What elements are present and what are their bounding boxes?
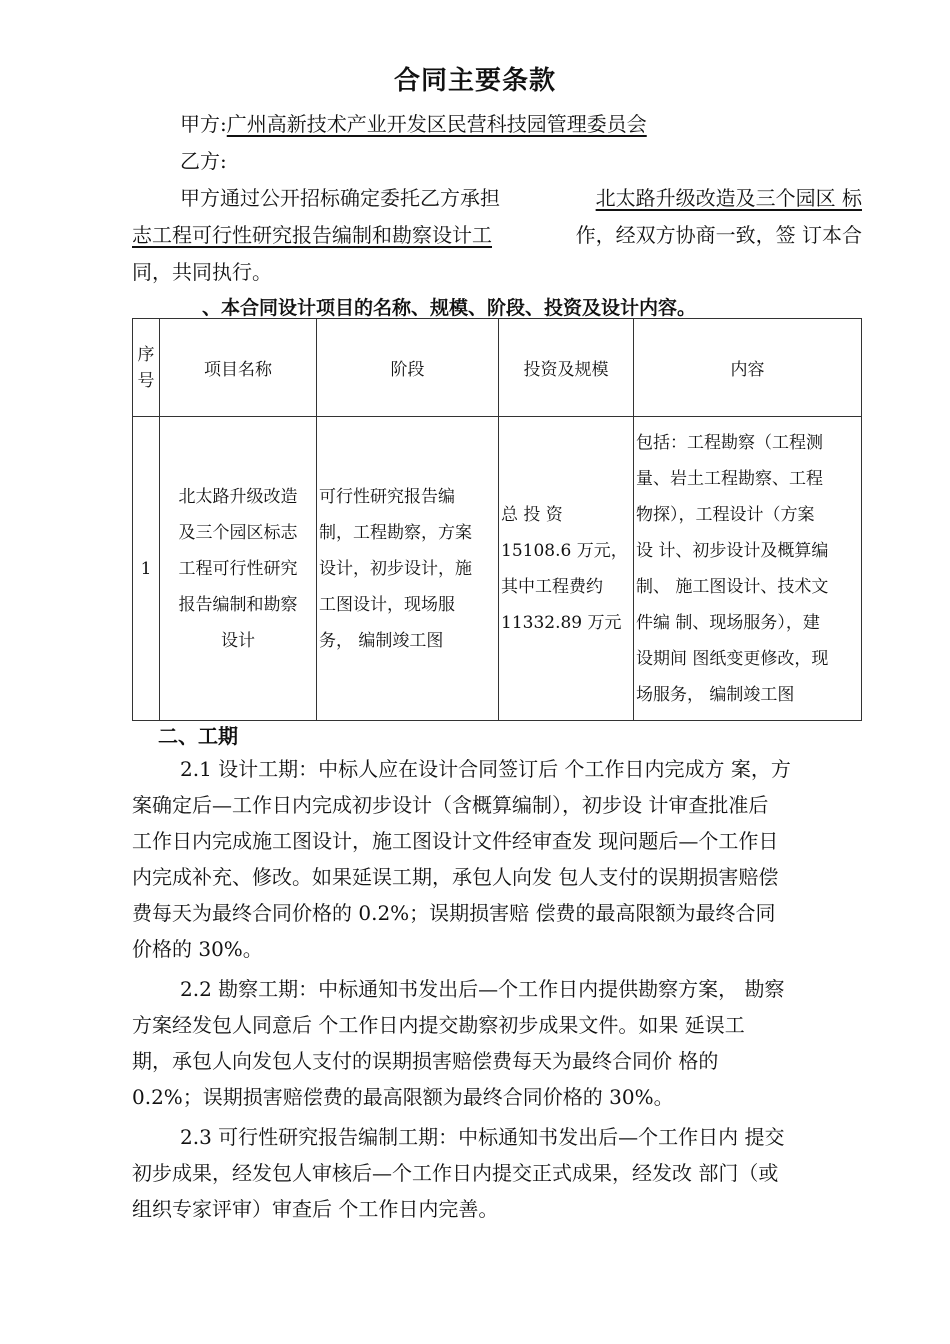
stage-line: 制，工程勘察，方案 (319, 522, 472, 543)
name-line: 北太路升级改造 (178, 486, 298, 507)
name-line: 工程可行性研究 (178, 558, 298, 579)
para-2-1-line: 2.1 设计工期：中标人应在设计合同签订后 个工作日内完成方 案，方 (180, 757, 791, 781)
intro-line-1 (180, 180, 862, 216)
invest-line: 总 投 资 (501, 504, 563, 525)
row-investment (499, 417, 634, 721)
row-seq: 1 (133, 417, 160, 721)
header-seq (133, 319, 160, 417)
party-b-line (180, 143, 862, 179)
para-2-3-line: 2.3 可行性研究报告编制工期：中标通知书发出后—个工作日内 提交 (180, 1125, 785, 1149)
stage-line: 设计，初步设计，施 (319, 558, 472, 579)
header-name: 项目名称 (160, 319, 317, 417)
project-table (132, 318, 862, 721)
name-line: 设计 (221, 630, 255, 651)
section-1-heading: 、本合同设计项目的名称、规模、阶段、投资及设计内容。 (202, 297, 697, 319)
document-title: 合同主要条款 (393, 66, 556, 96)
invest-line: 其中工程费约 (501, 576, 603, 597)
party-a-line (180, 106, 862, 142)
content-line: 制、 施工图设计、技术文 (636, 576, 829, 597)
header-content: 内容 (634, 319, 862, 417)
stage-line: 可行性研究报告编 (319, 486, 455, 507)
para-2-3-line: 初步成果，经发包人审核后—个工作日内提交正式成果，经发改 部门（或 (132, 1161, 779, 1185)
header-seq-text: 序号 (137, 344, 155, 391)
content-line: 物探），工程设计（方案 (636, 504, 815, 525)
party-b-label: 乙方: (180, 149, 227, 173)
row-project-name (160, 417, 317, 721)
para-2-2-line: 2.2 勘察工期：中标通知书发出后—个工作日内提供勘察方案， 勘察 (180, 977, 785, 1001)
para-2-1-line: 内完成补充、修改。如果延误工期，承包人向发 包人支付的误期损害赔偿 (132, 865, 779, 889)
table-row (133, 417, 862, 721)
name-line: 及三个园区标志 (178, 522, 298, 543)
para-2-1-line: 费每天为最终合同价格的 0.2%；误期损害赔 偿费的最高限额为最终合同 (132, 901, 776, 925)
stage-line: 务， 编制竣工图 (319, 630, 444, 651)
invest-line: 15108.6 万元， (501, 540, 628, 561)
name-line: 报告编制和勘察 (178, 594, 298, 615)
table-header-row (133, 319, 862, 417)
header-invest: 投资及规模 (499, 319, 634, 417)
intro-project-name-1: 北太路升级改造及三个园区 标 (595, 186, 862, 210)
content-line: 量、岩土工程勘察、工程 (636, 468, 823, 489)
intro-project-name-2: 志工程可行性研究报告编制和勘察设计工 (132, 223, 492, 247)
content-line: 设期间 图纸变更修改，现 (636, 648, 829, 669)
content-line: 设 计、初步设计及概算编 (636, 540, 829, 561)
header-stage: 阶段 (317, 319, 499, 417)
row-stage (317, 417, 499, 721)
section-2-heading: 二、工期 (158, 724, 238, 748)
para-2-2-line: 方案经发包人同意后 个工作日内提交勘察初步成果文件。如果 延误工 (132, 1013, 745, 1037)
para-2-1-line: 工作日内完成施工图设计，施工图设计文件经审查发 现问题后—个工作日 (132, 829, 779, 853)
para-2-1-line: 案确定后—工作日内完成初步设计（含概算编制），初步设 计审查批准后 (132, 793, 769, 817)
party-a-name: 广州高新技术产业开发区民营科技园管理委员会 (226, 112, 647, 136)
stage-line: 工图设计，现场服 (319, 594, 455, 615)
content-line: 包括：工程勘察（工程测 (636, 432, 823, 453)
row-content (634, 417, 862, 721)
invest-line: 11332.89 万元 (501, 612, 622, 633)
intro-text-3: 同，共同执行。 (132, 260, 272, 284)
para-2-2-line: 0.2%；误期损害赔偿费的最高限额为最终合同价格的 30%。 (132, 1085, 674, 1109)
intro-line-3 (132, 254, 862, 290)
para-2-2-line: 期，承包人向发包人支付的误期损害赔偿费每天为最终合同价 格的 (132, 1049, 719, 1073)
party-a-label: 甲方: (180, 112, 227, 136)
content-line: 件编 制、现场服务），建 (636, 612, 820, 633)
content-line: 场服务， 编制竣工图 (636, 684, 795, 705)
intro-text-2: 作，经双方协商一致，签 订本合 (575, 223, 862, 247)
para-2-1-line: 价格的 30%。 (132, 937, 263, 961)
intro-line-2 (132, 217, 862, 253)
para-2-3-line: 组织专家评审）审查后 个工作日内完善。 (132, 1197, 499, 1221)
intro-text-1: 甲方通过公开招标确定委托乙方承担 (180, 186, 500, 210)
